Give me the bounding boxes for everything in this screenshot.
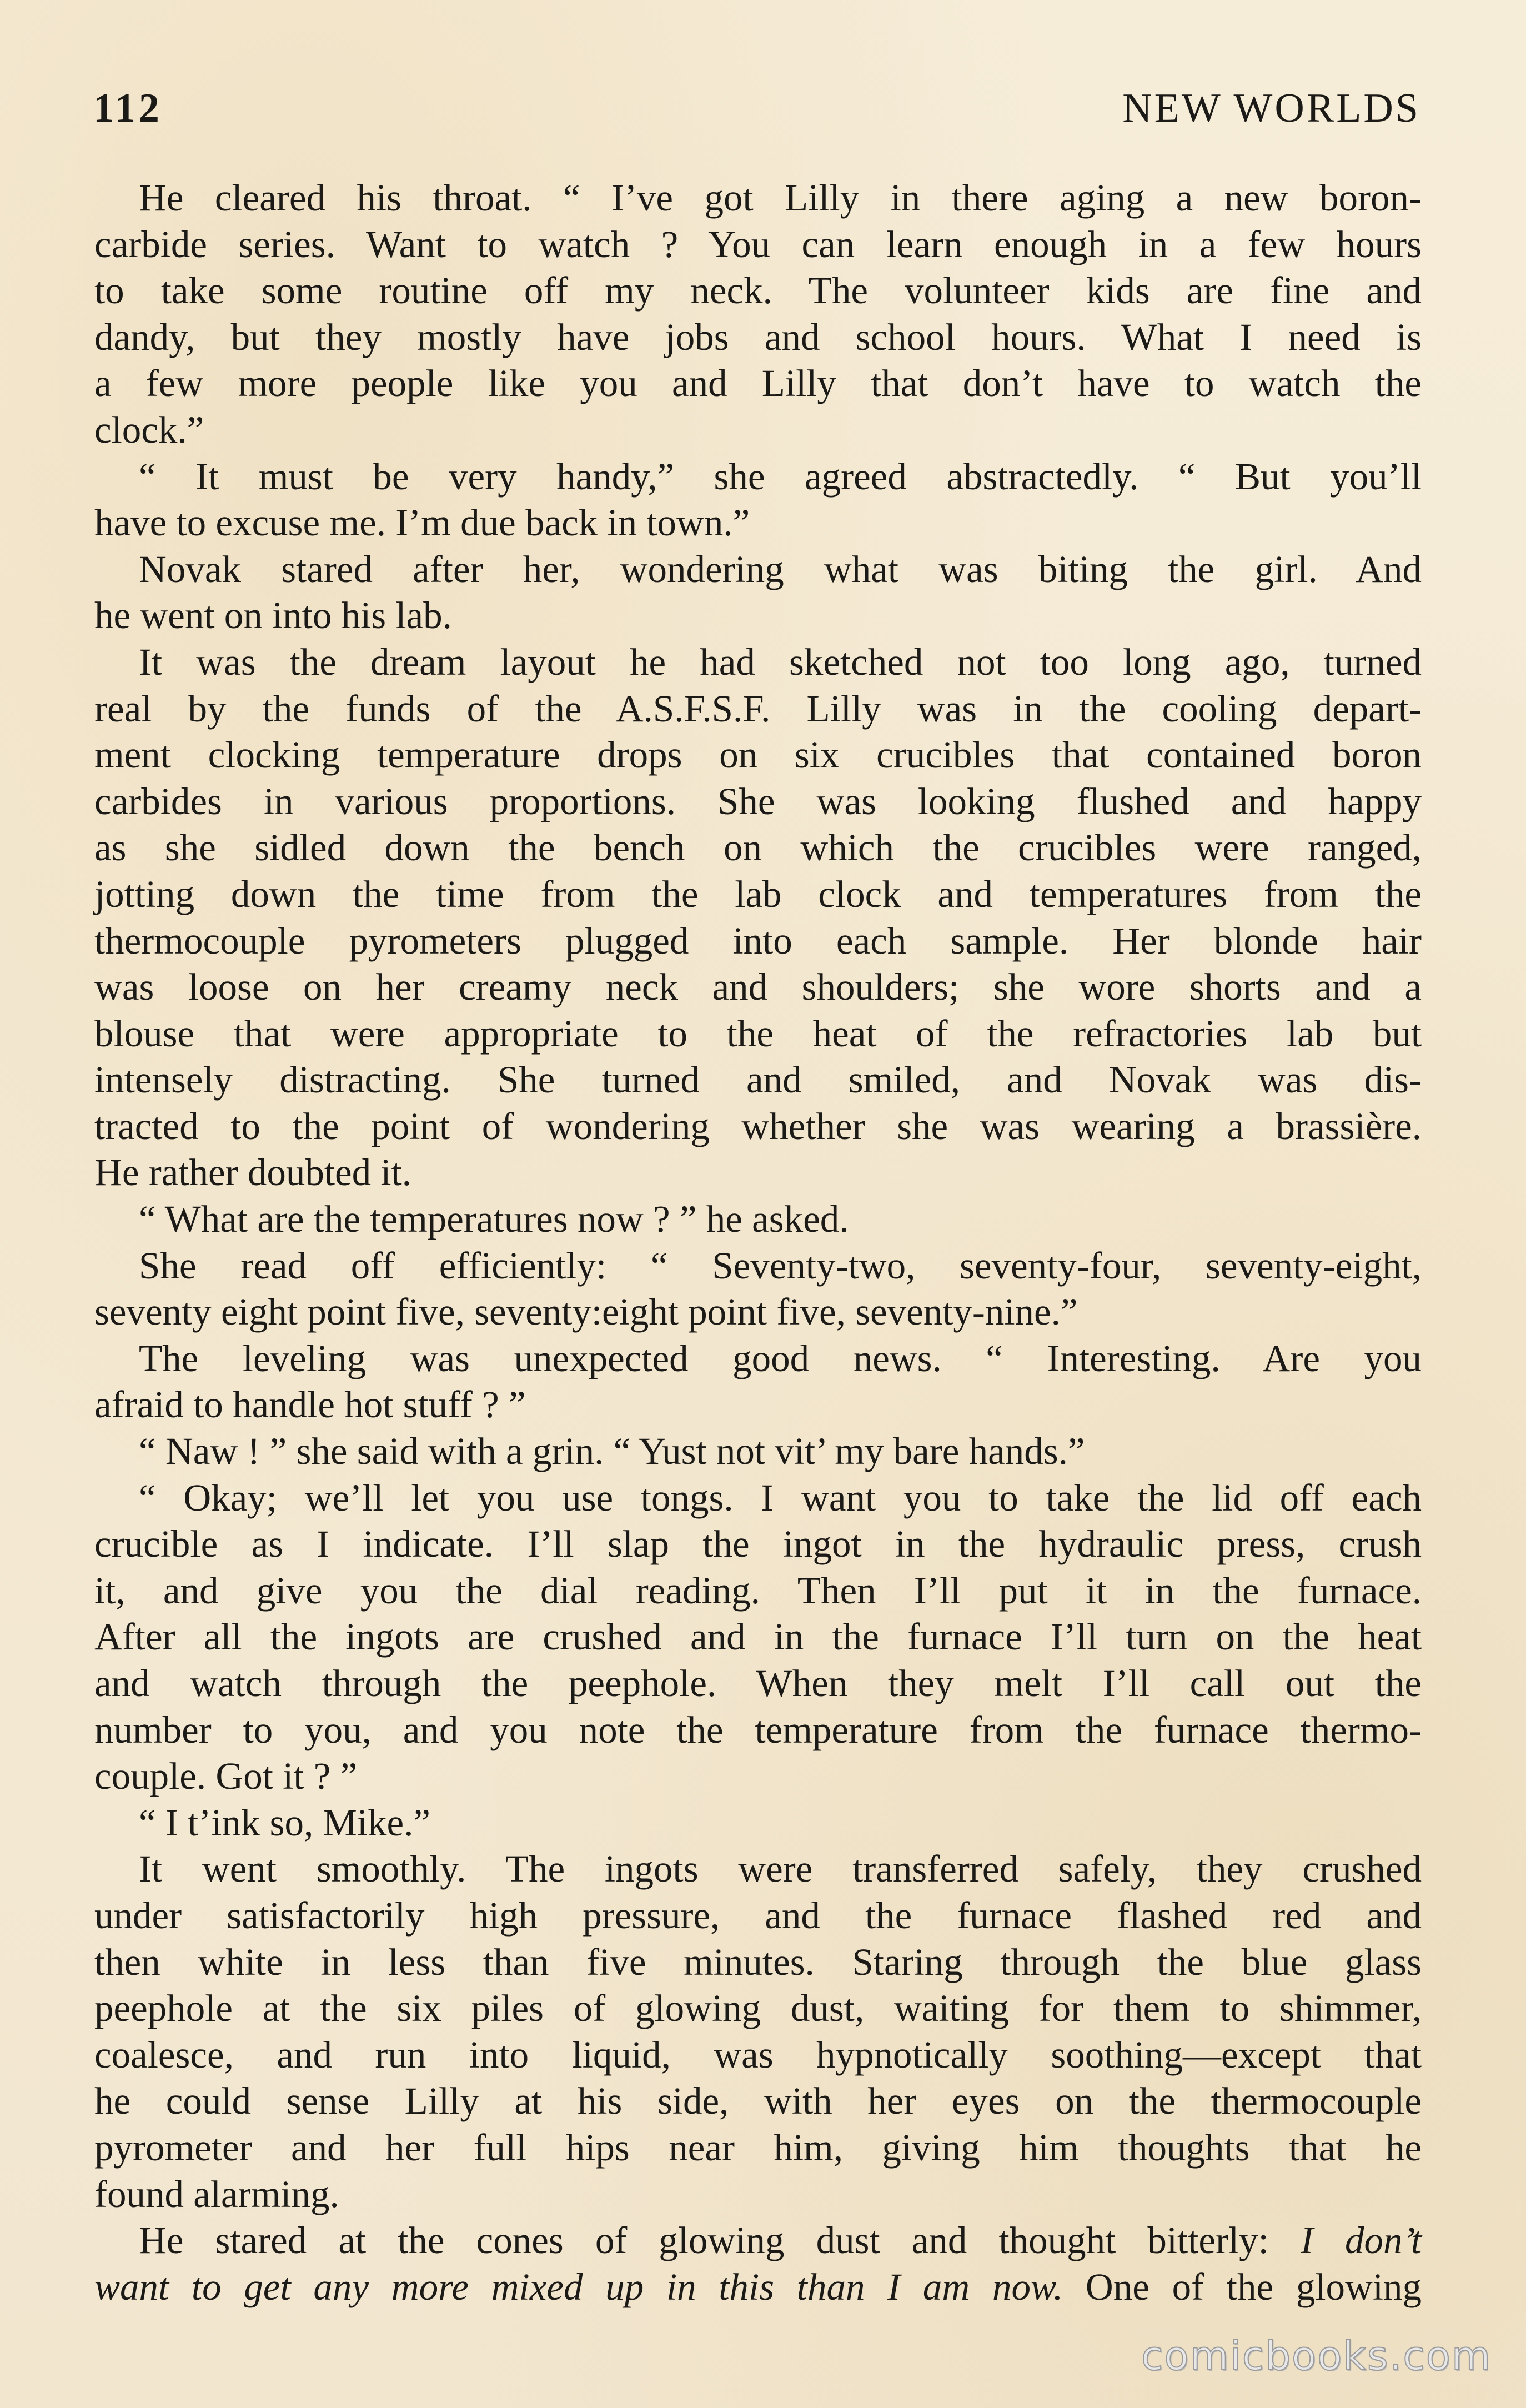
- text-line: couple. Got it ? ”: [94, 1755, 358, 1798]
- text-line: tracted to the point of wondering whether she was wearing a brassière.: [94, 1105, 1422, 1147]
- running-head: NEW WORLDS: [1122, 86, 1420, 131]
- text-line: he went on into his lab.: [94, 594, 452, 637]
- text-line: “ What are the temperatures now ? ” he asked.: [139, 1198, 849, 1241]
- text-line: jotting down the time from the lab clock and temperatures from the: [94, 872, 1422, 915]
- text-line: It went smoothly. The ingots were transferred safely, they crushed: [139, 1848, 1422, 1890]
- final-line1-start: He stared at the cones of glowing dust and thought bitterly:: [139, 2219, 1301, 2262]
- text-line: ment clocking temperature drops on six crucibles that contained boron: [94, 734, 1422, 776]
- text-line: It was the dream layout he had sketched not too long ago, turned: [139, 640, 1422, 683]
- text-line: he could sense Lilly at his side, with her eyes on the thermocouple: [94, 2080, 1422, 2123]
- text-line: have to excuse me. I’m due back in town.”: [94, 501, 750, 544]
- text-line: “ I t’ink so, Mike.”: [139, 1801, 431, 1844]
- text-line: After all the ingots are crushed and in the furnace I’ll turn on the heat: [94, 1616, 1422, 1658]
- text-line: found alarming.: [94, 2173, 339, 2215]
- text-line: coalesce, and run into liquid, was hypnotically soothing—except that: [94, 2033, 1422, 2076]
- text-line: and watch through the peephole. When they melt I’ll call out the: [94, 1662, 1422, 1704]
- text-line: number to you, and you note the temperature from the furnace thermo-: [94, 1708, 1422, 1751]
- text-line: He cleared his throat. “ I’ve got Lilly in there aging a new boron-: [139, 177, 1422, 219]
- text-line: The leveling was unexpected good news. “ Interesting. Are you: [139, 1337, 1422, 1379]
- text-line: seventy eight point five, seventy:eight point five, seventy-nine.”: [94, 1291, 1078, 1333]
- text-line: [94, 2218, 1422, 2264]
- text-line: intensely distracting. She turned and smiled, and Novak was dis-: [94, 1058, 1422, 1101]
- text-line: He rather doubted it.: [94, 1151, 411, 1194]
- text-line: a few more people like you and Lilly that don’t have to watch the: [94, 362, 1422, 405]
- text-line: carbides in various proportions. She was looking flushed and happy: [94, 780, 1422, 822]
- watermark: comicbooks.com: [1141, 2332, 1492, 2379]
- text-line: “ Okay; we’ll let you use tongs. I want you to take the lid off each: [139, 1476, 1422, 1519]
- final-line2-italic: want to get any more mixed up in this than I am now.: [94, 2265, 1063, 2308]
- text-line: was loose on her creamy neck and shoulders; she wore shorts and a: [94, 966, 1422, 1009]
- final-line2-end: One of the glowing: [1063, 2265, 1422, 2308]
- text-line: it, and give you the dial reading. Then I’ll put it in the furnace.: [94, 1569, 1422, 1612]
- text-line: real by the funds of the A.S.F.S.F. Lilly was in the cooling depart-: [94, 687, 1422, 730]
- text-line: [94, 2264, 1422, 2311]
- text-line: to take some routine off my neck. The volunteer kids are fine and: [94, 269, 1422, 312]
- text-line: “ Naw ! ” she said with a grin. “ Yust not vit’ my bare hands.”: [139, 1430, 1085, 1473]
- text-line: peephole at the six piles of glowing dust, waiting for them to shimmer,: [94, 1987, 1422, 2030]
- page-number: 112: [93, 86, 163, 131]
- page-header: [93, 83, 1420, 133]
- text-line: Novak stared after her, wondering what was biting the girl. And: [139, 548, 1422, 590]
- text-line: under satisfactorily high pressure, and the furnace flashed red and: [94, 1894, 1422, 1937]
- body-text: [94, 175, 1422, 2310]
- text-line: She read off efficiently: “ Seventy-two, seventy-four, seventy-eight,: [139, 1244, 1422, 1287]
- text-line: carbide series. Want to watch ? You can learn enough in a few hours: [94, 223, 1422, 265]
- text-line: then white in less than five minutes. Staring through the blue glass: [94, 1940, 1422, 1983]
- text-line: blouse that were appropriate to the heat of the refractories lab but: [94, 1012, 1422, 1055]
- text-line: “ It must be very handy,” she agreed abstractedly. “ But you’ll: [139, 455, 1422, 498]
- text-line: pyrometer and her full hips near him, giving him thoughts that he: [94, 2126, 1422, 2169]
- text-line: as she sidled down the bench on which the crucibles were ranged,: [94, 826, 1422, 869]
- text-line: crucible as I indicate. I’ll slap the ingot in the hydraulic press, crush: [94, 1523, 1422, 1566]
- text-line: dandy, but they mostly have jobs and school hours. What I need is: [94, 315, 1422, 358]
- text-line: clock.”: [94, 408, 204, 451]
- final-line1-italic: I don’t: [1300, 2219, 1422, 2262]
- text-line: afraid to handle hot stuff ? ”: [94, 1383, 526, 1426]
- text-line: thermocouple pyrometers plugged into each sample. Her blonde hair: [94, 919, 1422, 962]
